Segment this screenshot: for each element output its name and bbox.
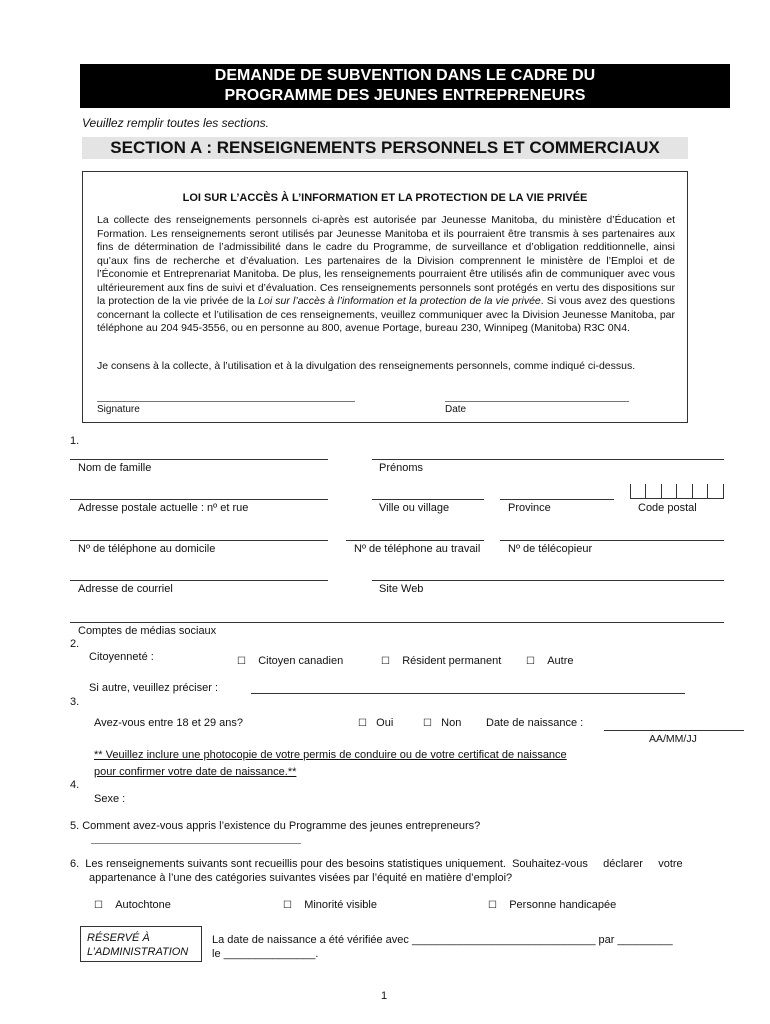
- indigenous-checkbox[interactable]: ☐: [94, 900, 103, 911]
- dob-field[interactable]: [604, 730, 744, 731]
- privacy-law-name: Loi sur l’accès à l’information et la protection de la vie privée: [258, 295, 541, 307]
- other-citizenship-option[interactable]: [526, 655, 574, 667]
- age-yes-label: Oui: [376, 717, 394, 729]
- q5-question: 5. Comment avez-vous appris l’existence du Programme des jeunes entrepreneurs?: [70, 820, 481, 832]
- last-name-label: Nom de famille: [78, 462, 152, 474]
- dob-note-line1: ** Veuillez inclure une photocopie de votre permis de conduire ou de votre certificat de naissance: [94, 749, 567, 761]
- admin-box: [80, 926, 202, 962]
- dob-note: [94, 749, 567, 783]
- visible-minority-label: Minorité visible: [304, 899, 377, 911]
- home-phone-label: Nº de téléphone au domicile: [78, 543, 216, 555]
- indigenous-label: Autochtone: [115, 899, 171, 911]
- address-field[interactable]: [70, 499, 328, 500]
- admin-label-line2: L’ADMINISTRATION: [87, 946, 189, 958]
- address-label: Adresse postale actuelle : nº et rue: [78, 502, 249, 514]
- postal-code-label: Code postal: [638, 502, 697, 514]
- social-media-label: Comptes de médias sociaux: [78, 625, 217, 637]
- other-specify-label: Si autre, veuillez préciser :: [89, 682, 218, 694]
- last-name-field[interactable]: [70, 459, 328, 460]
- dob-format: AA/MM/JJ: [649, 733, 697, 745]
- disability-option[interactable]: [488, 899, 616, 911]
- city-label: Ville ou village: [379, 502, 450, 514]
- visible-minority-option[interactable]: [283, 899, 377, 911]
- q3-number: 3.: [70, 696, 80, 708]
- email-label: Adresse de courriel: [78, 583, 173, 595]
- other-citizenship-checkbox[interactable]: ☐: [526, 656, 535, 667]
- work-phone-label: Nº de téléphone au travail: [354, 543, 481, 555]
- resident-option-label: Résident permanent: [402, 655, 502, 667]
- admin-verification: [212, 933, 673, 961]
- website-field[interactable]: [372, 580, 724, 581]
- disability-label: Personne handicapée: [509, 899, 617, 911]
- email-field[interactable]: [70, 580, 328, 581]
- resident-checkbox[interactable]: ☐: [381, 656, 390, 667]
- date-line[interactable]: [445, 400, 629, 402]
- first-names-field[interactable]: [372, 459, 724, 460]
- citizen-option-label: Citoyen canadien: [258, 655, 344, 667]
- age-no-option[interactable]: [423, 717, 461, 729]
- privacy-title: LOI SUR L’ACCÈS À L’INFORMATION ET LA PROTECTION DE LA VIE PRIVÉE: [182, 192, 588, 204]
- disability-checkbox[interactable]: ☐: [488, 900, 497, 911]
- q6-question-line1: 6. Les renseignements suivants sont recueillis pour des besoins statistiques uniquement. Souhaitez-vous déclarer votre: [70, 858, 683, 870]
- privacy-body-part1: La collecte des renseignements personnels ci-après est autorisée par Jeunesse Manitoba, du ministère d’Éducation et Formation. Les renseignements seront utilisés par Jeunesse Manitoba et ils pourraient être transmis à ses partenaires aux fins de détermination de l’admissibilité dans le cadre du Programme, de surveillance et d’obligation redditionnelle, ainsi qu’aux fins de recherche et d’évaluation. Les partenaires de la Division comprennent le ministère de l’Emploi et de l’Économie et Entreprenariat Manitoba. De plus, les renseignements pourraient être utilisés afin de communiquer avec vous ultérieurement aux fins de suivi et d’évaluation. Ces renseignements personnels sont protégés en vertu des dispositions sur la protection de la vie privée de la: [97, 214, 675, 307]
- q1-number: 1.: [70, 435, 80, 447]
- first-names-label: Prénoms: [379, 462, 424, 474]
- resident-option[interactable]: [381, 655, 501, 667]
- q2-number: 2.: [70, 638, 80, 650]
- age-no-checkbox[interactable]: ☐: [423, 718, 432, 729]
- admin-label-line1: RÉSERVÉ À: [87, 932, 150, 944]
- citizen-checkbox[interactable]: ☐: [237, 656, 246, 667]
- postal-code-field[interactable]: [630, 484, 724, 499]
- section-a-title: SECTION A : RENSEIGNEMENTS PERSONNELS ET COMMERCIAUX: [82, 137, 688, 159]
- city-field[interactable]: [372, 499, 484, 500]
- other-citizenship-label: Autre: [547, 655, 574, 667]
- gender-label: Sexe :: [94, 793, 126, 805]
- work-phone-field[interactable]: [346, 540, 484, 541]
- province-field[interactable]: [500, 499, 614, 500]
- privacy-consent: Je consens à la collecte, à l’utilisation et à la divulgation des renseignements personnels, comme indiqué ci-dessus.: [97, 360, 636, 372]
- privacy-body: [97, 214, 675, 336]
- age-no-label: Non: [441, 717, 462, 729]
- citizen-option[interactable]: [237, 655, 343, 667]
- website-label: Site Web: [379, 583, 424, 595]
- visible-minority-checkbox[interactable]: ☐: [283, 900, 292, 911]
- indigenous-option[interactable]: [94, 899, 171, 911]
- citizenship-label: Citoyenneté :: [89, 651, 154, 663]
- date-label: Date: [445, 404, 467, 415]
- form-title: [80, 64, 730, 108]
- other-specify-field[interactable]: [251, 693, 685, 694]
- form-title-line1: DEMANDE DE SUBVENTION DANS LE CADRE DU: [214, 67, 596, 84]
- age-yes-checkbox[interactable]: ☐: [358, 718, 367, 729]
- admin-verify-line1: La date de naissance a été vérifiée avec ______________________________ par _________: [212, 934, 673, 946]
- privacy-body-part2: . Si vous avez des questions concernant la collecte et l’utilisation de ces renseignements, veuillez communiquer avec la Division Jeunesse Manitoba, par téléphone au 204 945-3556, ou en personne au 800, avenue Portage, bureau 230, Winnipeg (Manitoba) R3C 0N4.: [97, 295, 675, 334]
- q4-number: 4.: [70, 779, 80, 791]
- age-yes-option[interactable]: [358, 717, 393, 729]
- home-phone-field[interactable]: [70, 540, 328, 541]
- province-label: Province: [508, 502, 551, 514]
- page-number: 1: [381, 990, 388, 1002]
- q5-answer-field[interactable]: [91, 843, 301, 844]
- signature-line[interactable]: [97, 400, 355, 402]
- q6-question-line2: appartenance à l’une des catégories suivantes visées par l’équité en matière d’emploi?: [89, 872, 513, 884]
- fax-label: Nº de télécopieur: [508, 543, 593, 555]
- privacy-notice-box: [82, 171, 688, 423]
- admin-verify-line2: le _______________.: [212, 948, 319, 960]
- fax-field[interactable]: [500, 540, 724, 541]
- dob-label: Date de naissance :: [486, 717, 584, 729]
- dob-note-line2: pour confirmer votre date de naissance.**: [94, 766, 297, 778]
- form-title-line2: PROGRAMME DES JEUNES ENTREPRENEURS: [224, 87, 586, 104]
- age-question: Avez-vous entre 18 et 29 ans?: [94, 717, 244, 729]
- social-media-field[interactable]: [70, 622, 724, 623]
- instructions: Veuillez remplir toutes les sections.: [82, 116, 269, 130]
- signature-label: Signature: [97, 404, 140, 415]
